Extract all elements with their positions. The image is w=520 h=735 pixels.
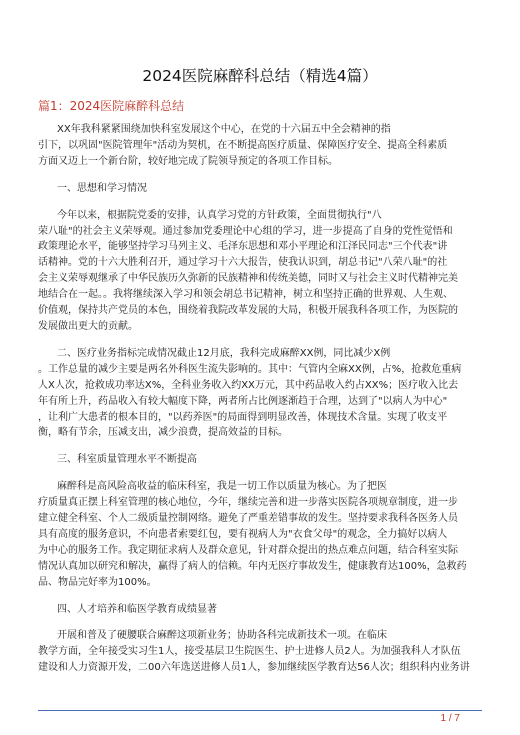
text-line: 品、物品完好率为100%。 [38,576,157,588]
page-number: 1 / 7 [440,713,460,724]
text-line: 人X人次，抢救成功率达X%，全科业务收入约XX万元，其中药品收入约占XX%；医疗收入比去 [38,379,459,391]
footer-divider [38,710,482,711]
text-line: 麻醉科是高风险高收益的临床科室，我是一切工作以质量为核心。为了把医 [57,481,387,493]
text-line: 具有高度的服务意识，不向患者索要红包，要有视病人为"衣食父母"的观念，全力搞好以病人 [38,528,448,540]
subsection-heading: 三、科室质量管理水平不断提高 [57,454,197,466]
text-line: 发展做出更大的贡献。 [38,320,138,332]
document-body [38,122,484,676]
paragraph [38,479,484,590]
text-line: 。工作总量的减少主要是两名外科医生流失影响的。其中：气管内全麻XX例，占%，抢救危重病 [38,363,462,375]
text-line: 引下，以巩固"医院管理年"活动为契机，在不断提高医疗质量、保障医疗安全、提高全科素质 [38,139,448,151]
text-line: 方面又迈上一个新台阶，较好地完成了院领导预定的各项工作目标。 [38,155,338,167]
subsection-heading: 四、人才培养和临医学教育成绩显著 [57,603,217,615]
text-line: 情况认真加以研究和解决，赢得了病人的信赖。年内无医疗事故发生，健康教育达100%，急救药 [38,560,467,572]
text-line: ，让利广大患者的根本目的，"以药养医"的局面得到明显改善，体现技术含量。实现了收支平 [38,411,448,423]
text-line: 衡，略有节余，压减支出，减少浪费，提高效益的目标。 [38,427,288,439]
text-line: 建设和人力资源开发，二00六年选送进修人员1人，参加继续医学教育达56人次；组织科内业务讲 [38,662,470,674]
paragraph [38,208,484,335]
text-line: 话精神。党的十六大胜利召开，通过学习十六大报告，使我认识到，胡总书记"八荣八耻"的社 [38,257,448,269]
text-line: XX年我科紧紧围绕加快科室发展这个中心，在党的十六届五中全会精神的指 [57,124,391,135]
text-line: 政策理论水平，能够坚持学习马列主义、毛泽东思想和邓小平理论和江泽民同志"三个代表"讲 [38,241,448,253]
text-line: 建立健全科室、个人二级质量控制网络。避免了严重差错事故的发生。坚持要求我科各医务人员 [38,513,458,525]
text-line: 价值观，保持共产党员的本色，围绕着我院改革发展的大局，积极开展我科各项工作，为医院的 [38,305,458,317]
text-line: 二、医疗业务指标完成情况截止12月底，我科完成麻醉XX例，同比减少X例 [57,347,391,359]
text-line: 地结合在一起。。我将继续深入学习和领会胡总书记精神，树立和坚持正确的世界观、人生观、 [38,289,453,301]
text-line: 为中心的服务工作。我定期征求病人及群众意见，针对群众提出的热点难点问题，结合科室实际 [38,544,458,556]
text-line: 今年以来，根据院党委的安排，认真学习党的方针政策，全面贯彻执行"八 [57,209,382,221]
text-line: 会主义荣辱观继承了中华民族历久弥新的民族精神和传统美德，同时又与社会主义时代精神完美 [38,273,458,285]
text-line: 教学方面，全年接受实习生1人，接受基层卫生院医生、护士进修人员2人。为加强我科人才队伍 [38,646,461,658]
paragraph [38,346,484,441]
section-heading: 篇1：2024医院麻醉科总结 [38,99,185,113]
text-line: 年有所上升，药品收入有较大幅度下降，两者所占比例逐渐趋于合理，达到了"以病人为中心" [38,395,448,407]
text-line: 荣八耻"的社会主义荣辱观。通过参加党委理论中心组的学习，进一步提高了自身的党性觉悟和 [38,225,453,237]
text-line: 疗质量真正摆上科室管理的核心地位，今年，继续完善和进一步落实医院各项规章制度，进一步 [38,497,458,509]
paragraph [38,628,484,676]
paragraph [38,122,484,170]
subsection-heading: 一、思想和学习情况 [57,182,147,194]
text-line: 开展和普及了硬腰联合麻醉这项新业务；协助各科完成新技术一项。在临床 [57,630,387,642]
document-title: 2024医院麻醉科总结（精选4篇） [142,67,378,85]
